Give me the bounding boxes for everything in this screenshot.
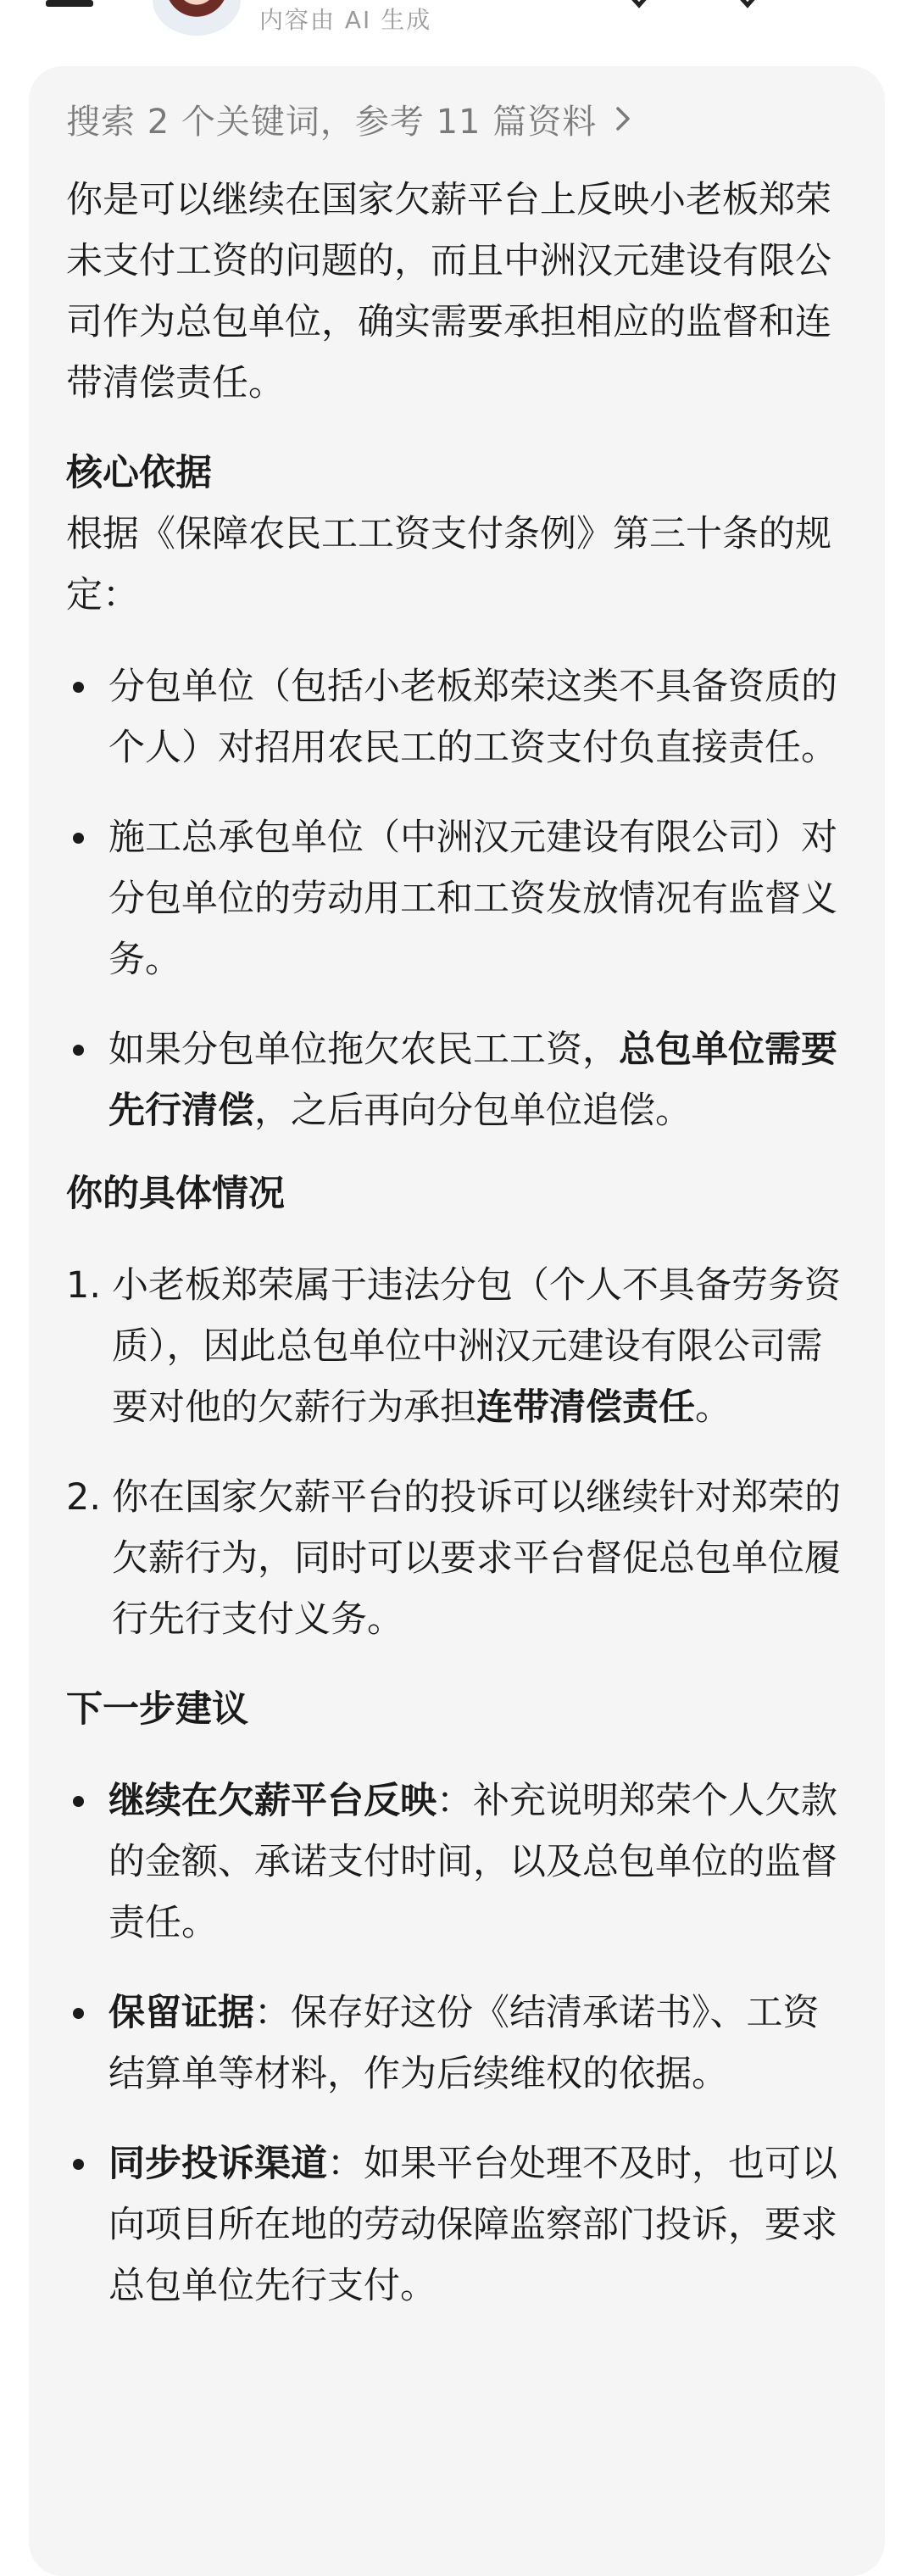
- list-item: [66, 1019, 846, 1141]
- list-item-bold: 同步投诉渠道: [108, 2143, 327, 2185]
- list-item-text: ，之后再向分包单位追偿。: [254, 1090, 692, 1132]
- menu-icon[interactable]: [46, 0, 93, 7]
- chevron-right-icon: [610, 103, 636, 134]
- list-item: [66, 1467, 846, 1650]
- list-item: [66, 2133, 846, 2317]
- list-item: [66, 656, 846, 778]
- core-list: [66, 656, 846, 1141]
- basis-paragraph: 根据《保障农民工工资支付条例》第三十条的规定：: [66, 513, 831, 616]
- list-item-text: ：如果平台处理不及时，也可以向项目所在地的劳动保障监察部门投诉，要求总包单位先行支付。: [108, 2143, 837, 2307]
- list-item-bold: 继续在欠薪平台反映: [108, 1780, 437, 1822]
- section-heading-situation: 你的具体情况: [66, 1173, 285, 1215]
- list-item-text: 小老板郑荣属于违法分包（个人不具备劳务资质），因此总包单位中洲汉元建设有限公司需要对他的欠薪行为承担: [112, 1264, 841, 1429]
- search-summary-link[interactable]: [66, 95, 636, 142]
- list-item-text: 你在国家欠薪平台的投诉可以继续针对郑荣的欠薪行为，同时可以要求平台督促总包单位履行先行支付义务。: [112, 1476, 841, 1641]
- list-item-text: 分包单位（包括小老板郑荣这类不具备资质的个人）对招用农民工的工资支付负直接责任。: [108, 666, 837, 769]
- chat-header: [0, 0, 912, 51]
- list-item-text: 如果分包单位拖欠农民工工资，: [108, 1029, 619, 1071]
- list-item: [66, 1255, 846, 1438]
- list-item-text: ：保存好这份《结清承诺书》、工资结算单等材料，作为后续维权的依据。: [108, 1992, 820, 2095]
- list-number: 2.: [66, 1476, 102, 1519]
- list-item: [66, 1982, 846, 2105]
- list-number: 1.: [66, 1264, 102, 1307]
- situation-list: [66, 1255, 846, 1650]
- section-heading-next: 下一步建议: [66, 1688, 248, 1731]
- answer-content: [66, 170, 846, 2345]
- bookmark-icon[interactable]: [726, 0, 766, 12]
- list-item-bold: 连带清偿责任: [476, 1386, 695, 1429]
- share-icon[interactable]: [617, 0, 658, 12]
- ai-generated-note: 内容由 AI 生成: [259, 6, 432, 34]
- intro-paragraph: 你是可以继续在国家欠薪平台上反映小老板郑荣未支付工资的问题的，而且中洲汉元建设有限公司作为总包单位，确实需要承担相应的监督和连带清偿责任。: [66, 179, 831, 404]
- list-item: [66, 807, 846, 990]
- list-item-bold: 总包单位需要先行清偿: [108, 1029, 837, 1132]
- list-item: [66, 1770, 846, 1954]
- list-item-bold: 保留证据: [108, 1992, 254, 2034]
- list-item-text: 施工总承包单位（中洲汉元建设有限公司）对分包单位的劳动用工和工资发放情况有监督义务。: [108, 817, 837, 981]
- next-list: [66, 1770, 846, 2317]
- search-summary-text: 搜索 2 个关键词，参考 11 篇资料: [66, 102, 598, 142]
- list-item-text: 。: [695, 1386, 731, 1429]
- list-item-text: ：补充说明郑荣个人欠款的金额、承诺支付时间，以及总包单位的监督责任。: [108, 1780, 837, 1944]
- section-heading-core: 核心依据: [66, 452, 212, 494]
- assistant-avatar: [153, 0, 241, 36]
